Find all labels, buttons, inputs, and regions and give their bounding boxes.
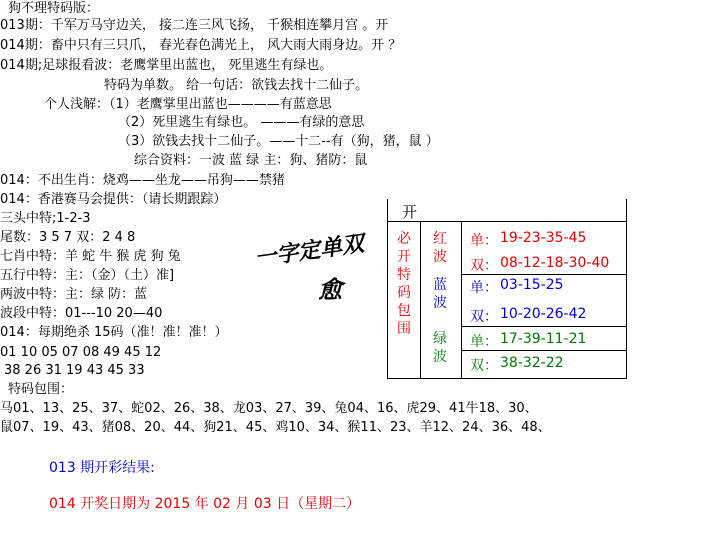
row-value: 10-20-26-42: [500, 306, 587, 322]
text-line: 三头中特;1-2-3: [0, 211, 91, 226]
draw-date: 014 开奖日期为 2015 年 02 月 03 日（星期二）: [49, 496, 361, 512]
text-line: 014：每期绝杀 15码（准！准！准！）: [0, 325, 228, 340]
table-border: [387, 199, 388, 221]
row-label: 双：: [470, 358, 498, 374]
result-heading: 013 期开彩结果:: [49, 460, 155, 476]
row-value: 03-15-25: [500, 277, 564, 293]
text-line: （2）死里逃生有绿也。 ———有绿的意思: [118, 115, 365, 130]
row-label: 单：: [470, 334, 498, 350]
row-value: 38-32-22: [500, 355, 564, 371]
number-line: 01 10 05 07 08 49 45 12: [0, 345, 162, 360]
number-line: 38 26 31 19 43 45 33: [4, 363, 145, 378]
zodiac-line: 鼠07、19、43、猪08、20、44、狗21、45、鸡10、34、猴11、23、羊12、24、36、48、: [0, 420, 551, 435]
text-line: 013期：千军万马守边关， 接二连三风飞扬， 千猴相连攀月宫 。开: [0, 18, 389, 33]
doc-title: 狗不理特码版：: [8, 1, 100, 16]
text-line: 014：不出生肖：烧鸡——坐龙——吊狗——禁猪: [0, 173, 285, 188]
table-border: [461, 221, 462, 379]
red-wave-label: 红波: [433, 231, 447, 265]
side-label: 必开特码包围: [397, 231, 411, 337]
calligraphy-title: 一字定单双: [252, 230, 366, 272]
table-border: [387, 378, 627, 379]
table-border: [461, 326, 627, 327]
text-line: （3）欲钱去找十二仙子。——十二--有（狗，猪，鼠 ）: [118, 134, 439, 149]
row-label: 单：: [470, 233, 498, 249]
text-line: 尾数：3 5 7 双：2 4 8: [0, 230, 136, 245]
text-line: 五行中特：主：（金）（土）准]: [0, 268, 175, 283]
text-line: 特码为单数。 给一句话：欲钱去找十二仙子。: [104, 78, 369, 93]
row-label: 双：: [470, 309, 498, 325]
table-border: [387, 221, 627, 222]
text-line: 特码包围：: [8, 382, 74, 397]
row-value: 17-39-11-21: [500, 331, 587, 347]
table-border: [420, 221, 421, 379]
text-line: 014期：畜中只有三只爪， 春光春色满光上， 风大雨大雨身边。开 ？: [0, 38, 402, 53]
text-line: 七肖中特：羊 蛇 牛 猴 虎 狗 兔: [0, 249, 181, 264]
table-header: 开: [402, 203, 418, 221]
row-value: 19-23-35-45: [500, 230, 587, 246]
green-wave-label: 绿波: [433, 331, 447, 365]
text-line: 个人浅解：（1）老鹰掌里出蓝也————有蓝意思: [44, 97, 332, 112]
text-line: 波段中特：01---10 20—40: [0, 306, 163, 321]
blue-wave-label: 蓝波: [433, 277, 447, 311]
table-border: [626, 199, 627, 221]
text-line: 两波中特：主：绿 防：蓝: [0, 287, 148, 302]
text-line: 014：香港赛马会提供：（请长期跟踪）: [0, 192, 227, 207]
table-border: [387, 221, 388, 379]
text-line: 综合资料：一波 蓝 绿 主：狗、猪防：鼠: [134, 153, 368, 168]
table-border: [626, 221, 627, 379]
zodiac-line: 马01、13、25、37、蛇02、26、38、龙03、27、39、兔04、16、虎29、41牛18、30、: [0, 401, 538, 416]
row-label: 双：: [470, 258, 498, 274]
row-value: 08-12-18-30-40: [500, 255, 610, 271]
calligraphy-mark: 愈: [318, 275, 342, 304]
row-label: 单：: [470, 280, 498, 296]
text-line: 014期;足球报看波：老鹰掌里出蓝也， 死里逃生有绿也。: [0, 58, 333, 73]
